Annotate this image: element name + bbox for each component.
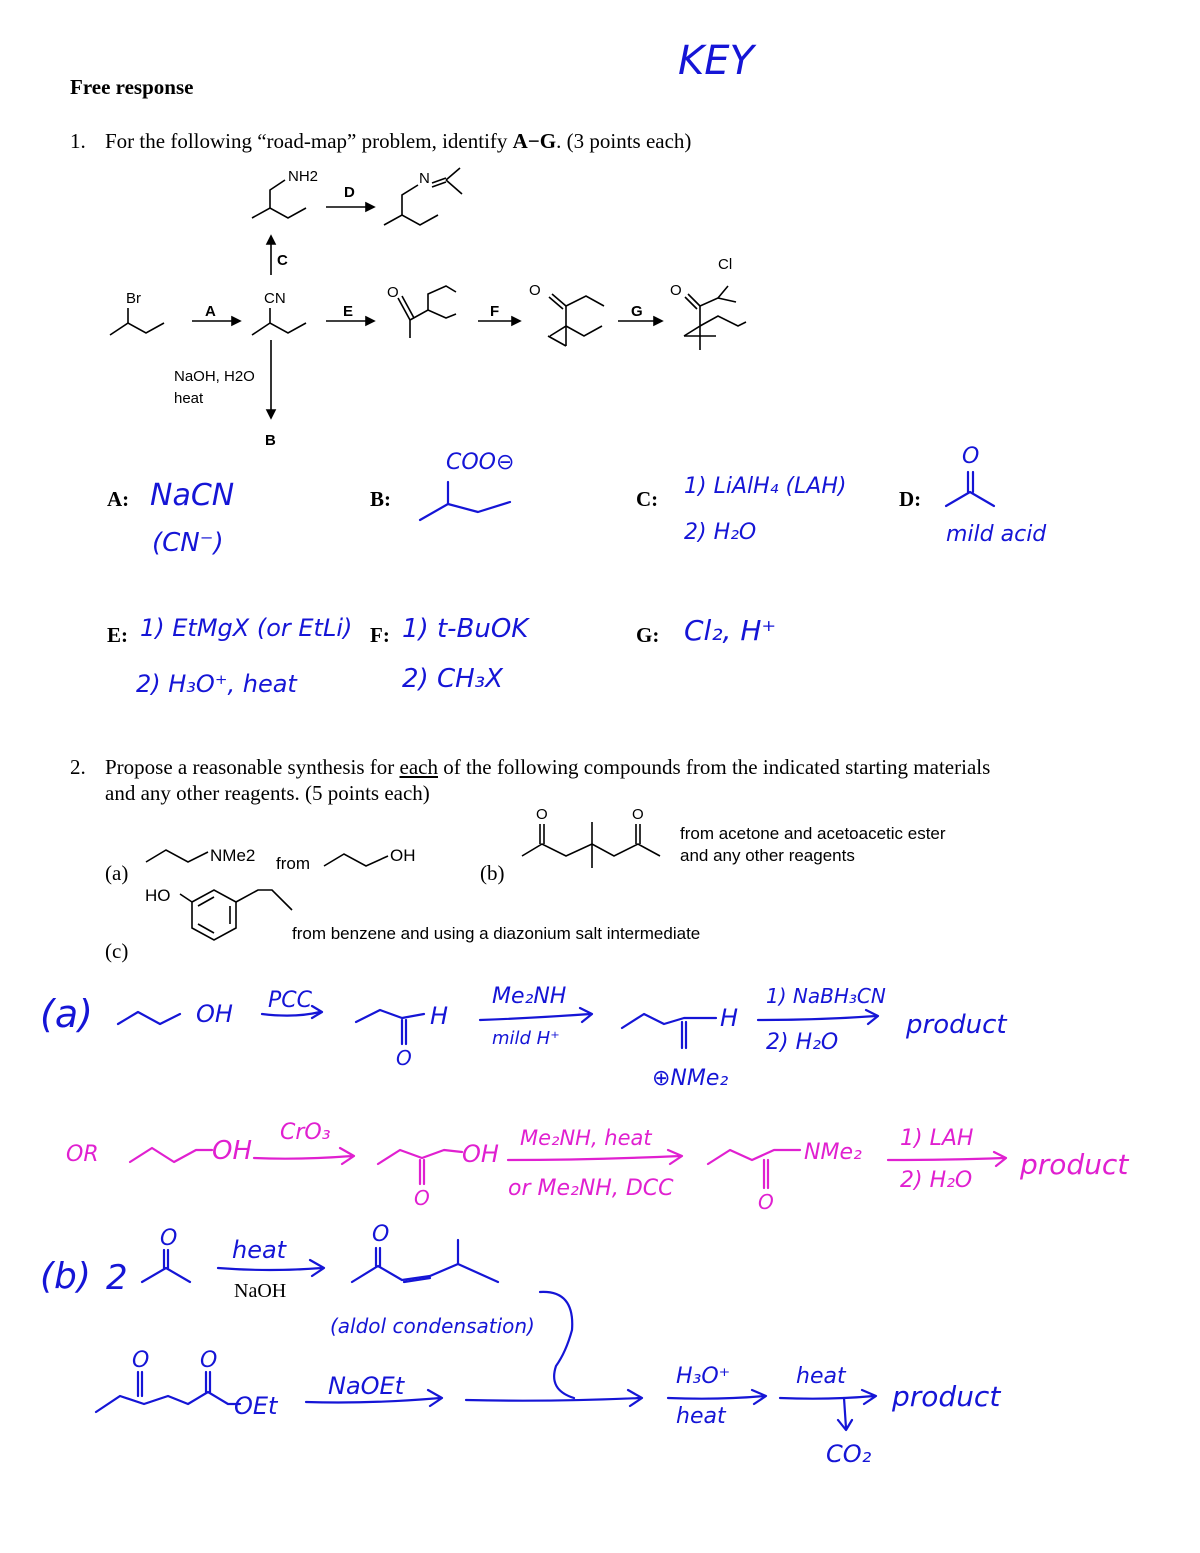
- answer-b-label: B:: [370, 487, 391, 511]
- answer-c-line2: 2) H₂O: [684, 520, 757, 545]
- q2-b-o2: O: [632, 806, 644, 823]
- arrow-d-label: D: [344, 184, 355, 201]
- hand-a-reagent1: Me₂NH: [492, 984, 567, 1009]
- answer-f-line2: 2) CH₃X: [402, 664, 503, 694]
- hand-b-co2: CO₂: [826, 1440, 872, 1468]
- hand-a-h1: H: [430, 1002, 449, 1030]
- q2-a-from: from: [276, 854, 310, 873]
- hand-or-o2: O: [758, 1190, 774, 1214]
- arrow-a-label: A: [205, 303, 216, 320]
- q2-text-line1: Propose a reasonable synthesis for each of the following compounds from the indicated starting materials: [105, 755, 991, 779]
- hand-or-o1: O: [414, 1186, 430, 1210]
- answer-e-line1: 1) EtMgX (or EtLi): [140, 614, 353, 642]
- hand-b-o4: O: [200, 1348, 218, 1373]
- hand-a-label: (a): [40, 992, 93, 1036]
- hand-a-reagent2: mild H⁺: [492, 1028, 560, 1049]
- hand-b-product: product: [892, 1380, 1001, 1413]
- hand-or-reagent4: 2) H₂O: [900, 1168, 973, 1193]
- hand-or-product: product: [1020, 1148, 1129, 1181]
- hand-b-h3o: H₃O⁺: [676, 1364, 731, 1389]
- hand-b-label: (b): [40, 1256, 91, 1297]
- hand-a-reagent3: 1) NaBH₃CN: [766, 984, 886, 1008]
- q2-b-from-line2: and any other reagents: [680, 846, 855, 865]
- br-label: Br: [126, 290, 141, 307]
- hand-or-label: OR: [66, 1142, 99, 1167]
- q1-number: 1.: [70, 129, 86, 153]
- answer-e-line2: 2) H₃O⁺, heat: [136, 670, 297, 698]
- arrow-e-label: E: [343, 303, 354, 320]
- q1-text: For the following “road-map” problem, identify A−G. (3 points each): [105, 129, 692, 153]
- q2-a-label: (a): [105, 861, 129, 885]
- q2-text-line2: and any other reagents. (5 points each): [105, 781, 430, 805]
- hand-a-reagent4: 2) H₂O: [766, 1030, 839, 1055]
- hand-b-o1: O: [160, 1226, 178, 1251]
- arrow-c-label: C: [277, 252, 288, 269]
- answer-a-label: A:: [107, 487, 130, 511]
- arrow-f-label: F: [490, 303, 500, 320]
- hand-b-o3: O: [132, 1348, 150, 1373]
- n-label: N: [419, 170, 430, 187]
- answer-b-carboxylate: COO⊖: [446, 450, 515, 475]
- cl-label: Cl: [718, 256, 733, 273]
- q2-c-from: from benzene and using a diazonium salt intermediate: [292, 924, 701, 943]
- answer-d-oxygen: O: [962, 444, 980, 469]
- hand-b-aldol: (aldol condensation): [330, 1314, 535, 1338]
- answer-d-condition: mild acid: [946, 522, 1047, 547]
- q2-number: 2.: [70, 755, 86, 779]
- hand-or-reagent2: or Me₂NH, DCC: [508, 1176, 674, 1201]
- hand-a-product: product: [906, 1010, 1007, 1040]
- o-label-3: O: [670, 282, 682, 299]
- q2-b-label: (b): [480, 861, 505, 885]
- cn-label: CN: [264, 290, 286, 307]
- answer-g-label: G:: [636, 623, 660, 647]
- arrow-b-label: B: [265, 432, 276, 449]
- hand-or-reagent1: Me₂NH, heat: [520, 1126, 652, 1150]
- nh2-label: NH2: [288, 168, 319, 185]
- answer-f-label: F:: [370, 623, 390, 647]
- o-label-1: O: [387, 284, 399, 301]
- q2-b-from-line1: from acetone and acetoacetic ester: [680, 824, 946, 843]
- answer-d-label: D:: [899, 487, 922, 511]
- cond-naoh: NaOH, H2O: [174, 368, 255, 385]
- hand-b-naoet: NaOEt: [328, 1372, 405, 1400]
- answer-c-label: C:: [636, 487, 659, 511]
- hand-a-h2: H: [720, 1004, 739, 1032]
- q2-c-ho: HO: [145, 886, 171, 905]
- hand-or-oh: OH: [212, 1136, 253, 1166]
- hand-or-nme2: NMe₂: [804, 1140, 862, 1165]
- answer-e-label: E:: [107, 623, 128, 647]
- hand-a-pcc: PCC: [268, 988, 312, 1013]
- hand-or-oh2: OH: [462, 1140, 499, 1168]
- hand-b-naoh: NaOH: [234, 1280, 287, 1302]
- hand-or-reagent3: 1) LAH: [900, 1126, 974, 1151]
- hand-a-iminium: ⊕NMe₂: [652, 1066, 729, 1091]
- hand-b-heat3: heat: [796, 1364, 846, 1389]
- answer-c-line1: 1) LiAlH₄ (LAH): [684, 474, 847, 499]
- answer-f-line1: 1) t-BuOK: [402, 614, 529, 644]
- answer-g-line1: Cl₂, H⁺: [684, 614, 777, 647]
- hand-a-o1: O: [396, 1046, 412, 1070]
- cond-heat: heat: [174, 390, 204, 407]
- hand-a-oh: OH: [196, 1000, 233, 1028]
- section-title: Free response: [70, 75, 194, 99]
- answer-a-line1: NaCN: [150, 478, 235, 513]
- answer-a-line2: (CN⁻): [152, 528, 224, 558]
- q2-c-label: (c): [105, 939, 129, 963]
- hand-b-two: 2: [106, 1258, 128, 1298]
- hand-b-o2: O: [372, 1222, 390, 1247]
- q2-b-o1: O: [536, 806, 548, 823]
- arrow-g-label: G: [631, 303, 643, 320]
- q2-a-oh: OH: [390, 846, 416, 865]
- hand-b-oet: OEt: [234, 1392, 278, 1420]
- o-label-2: O: [529, 282, 541, 299]
- key-mark: KEY: [678, 38, 754, 84]
- hand-b-heat: heat: [232, 1236, 287, 1264]
- hand-or-cro3: CrO₃: [280, 1120, 331, 1145]
- q2-a-nme2: NMe2: [210, 846, 256, 865]
- hand-b-heat2: heat: [676, 1404, 726, 1429]
